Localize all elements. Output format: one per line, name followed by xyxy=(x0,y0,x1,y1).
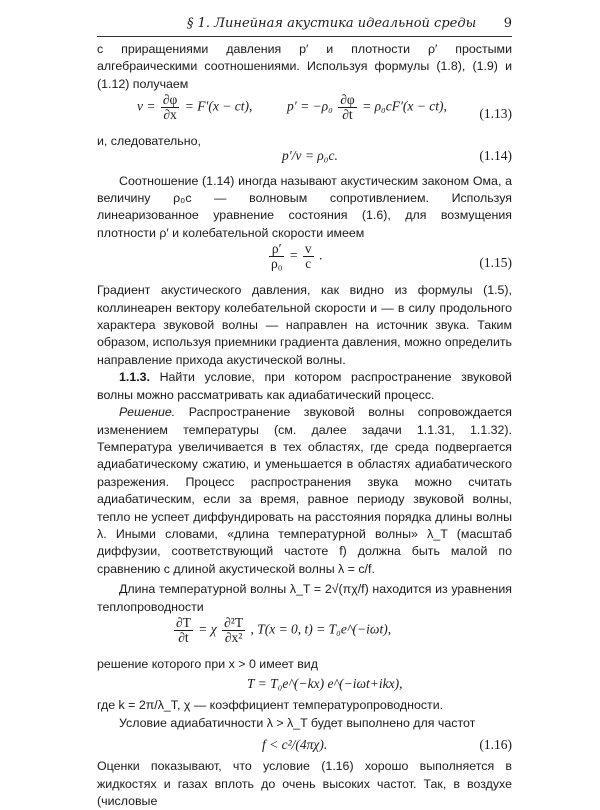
eq-chi: = χ xyxy=(198,621,217,637)
eq-v-denominator: ∂x xyxy=(163,107,177,123)
eq-p-numerator: ∂φ xyxy=(340,92,355,108)
eq-p-lhs: p′ = −ρ₀ xyxy=(287,98,333,114)
running-title: § 1. Линейная акустика идеальной среды xyxy=(187,16,477,31)
eq-v-numerator: ∂φ xyxy=(162,92,178,108)
running-header xyxy=(97,14,512,37)
paragraph-gradient: Градиент акустического давления, как видно из формулы (1.5), коллинеарен вектору колебательной скорости и — в силу продольного характера звуковой волны — направлен на источник звука. Таким образом, используя приемники градиента давления, можно определить направление прихода акустической волны. xyxy=(97,283,512,367)
equation-number: (1.16) xyxy=(479,737,512,753)
paragraph-thermal-wave: Длина температурной волны λ_T = 2√(πχ/f) находится из уравнения теплопроводности xyxy=(97,582,512,614)
eq-p-denominator: ∂t xyxy=(342,107,353,123)
eq-numerator: v xyxy=(304,241,312,257)
eq-space-derivative xyxy=(222,616,245,645)
eq-density-fraction xyxy=(269,242,284,271)
eq-p-rhs: = ρ₀cF′(x − ct), xyxy=(362,98,447,114)
eq-v-rhs: = F′(x − ct), xyxy=(184,98,253,114)
problem-statement xyxy=(97,369,512,404)
eq-velocity-fraction xyxy=(303,242,314,271)
equation-number: (1.15) xyxy=(479,255,512,271)
eq-v-fraction xyxy=(161,93,179,122)
equation-1-16 xyxy=(97,732,512,758)
equation-1-15 xyxy=(97,242,512,282)
eq-temperature-solution: T = T₀e^(−kx) e^(−iωt+ikx), xyxy=(247,676,403,692)
solution-paragraph xyxy=(97,404,512,578)
solution-text: Распространение звуковой волны сопровождается изменением температуры (см. далее задачи 1.1.31, 1.1.32). Температура увеличивается в тех областях, где среда подвергается адиабатическому сжатию, и уменьшается в областях адиабатического разрежения. Процесс распространения звука можно считать адиабатическим, если за время, равное периоду звуковой волны, тепло не успеет диффундировать на расстояния порядка длины волны λ. Иными словами, «длина температурной волны» λ_T (масштаб диффузии, соответствующий частоте f) должна быть малой по сравнению с длиной акустической волны λ = c/f. xyxy=(97,405,512,576)
eq-period: . xyxy=(318,247,323,263)
eq-numerator: ρ′ xyxy=(269,242,284,257)
eq-denominator: c xyxy=(305,256,312,272)
problem-label: 1.1.3. xyxy=(119,370,151,385)
equation-solution xyxy=(97,673,512,697)
eq-time-derivative xyxy=(174,616,193,645)
equation-number: (1.14) xyxy=(479,147,512,163)
page-body xyxy=(97,41,512,810)
equation-heat xyxy=(97,616,512,656)
paragraph-solution-form: решение которого при x > 0 имеет вид xyxy=(97,656,318,671)
equation-number: (1.13) xyxy=(479,106,512,122)
eq-numerator: ∂T xyxy=(176,614,191,630)
paragraph-estimates: Оценки показывают, что условие (1.16) хорошо выполняется в жидкостях и газах вплоть до очень высоких частот. Так, в воздухе (числовые xyxy=(97,759,512,808)
paragraph-where-k: где k = 2π/λ_T, χ — коэффициент температуропроводности. xyxy=(97,698,444,713)
eq-denominator: ∂t xyxy=(178,629,189,645)
eq-denominator: ∂x² xyxy=(224,629,243,645)
paragraph-ohm-law: Соотношение (1.14) иногда называют акустическим законом Ома, а величину ρ₀c — волновым сопротивлением. Используя линеаризованное уравнение состояния (1.6), для возмущения плотности ρ′ и колебательной скорости имеем xyxy=(97,173,512,240)
eq-v-lhs: v = xyxy=(137,98,156,114)
eq-denominator: ρ₀ xyxy=(271,256,283,272)
page-number: 9 xyxy=(503,16,512,31)
solution-label: Решение. xyxy=(119,405,176,420)
equation-1-14 xyxy=(97,147,512,173)
eq-equals: = xyxy=(289,247,298,263)
problem-text: Найти условие, при котором распространение звуковой волны можно рассматривать как адиабатический процесс. xyxy=(97,370,512,402)
paragraph-therefore: и, следовательно, xyxy=(97,134,201,149)
paragraph-adiabatic-condition: Условие адиабатичности λ > λ_T будет выполнено для частот xyxy=(119,715,476,730)
eq-frequency-condition: f < c²/(4πχ). xyxy=(262,737,328,753)
eq-p-fraction xyxy=(338,93,356,122)
eq-boundary-condition: , T(x = 0, t) = T₀e^(−iωt), xyxy=(250,621,392,637)
eq-ohm-formula: p′/v = ρ₀c. xyxy=(282,147,338,163)
paragraph-intro: с приращениями давления p′ и плотности ρ′ простыми алгебраическими соотношениями. Используя формулы (1.8), (1.9) и (1.12) получаем xyxy=(97,42,512,91)
eq-numerator: ∂²T xyxy=(224,614,244,630)
equation-1-13 xyxy=(97,93,512,133)
